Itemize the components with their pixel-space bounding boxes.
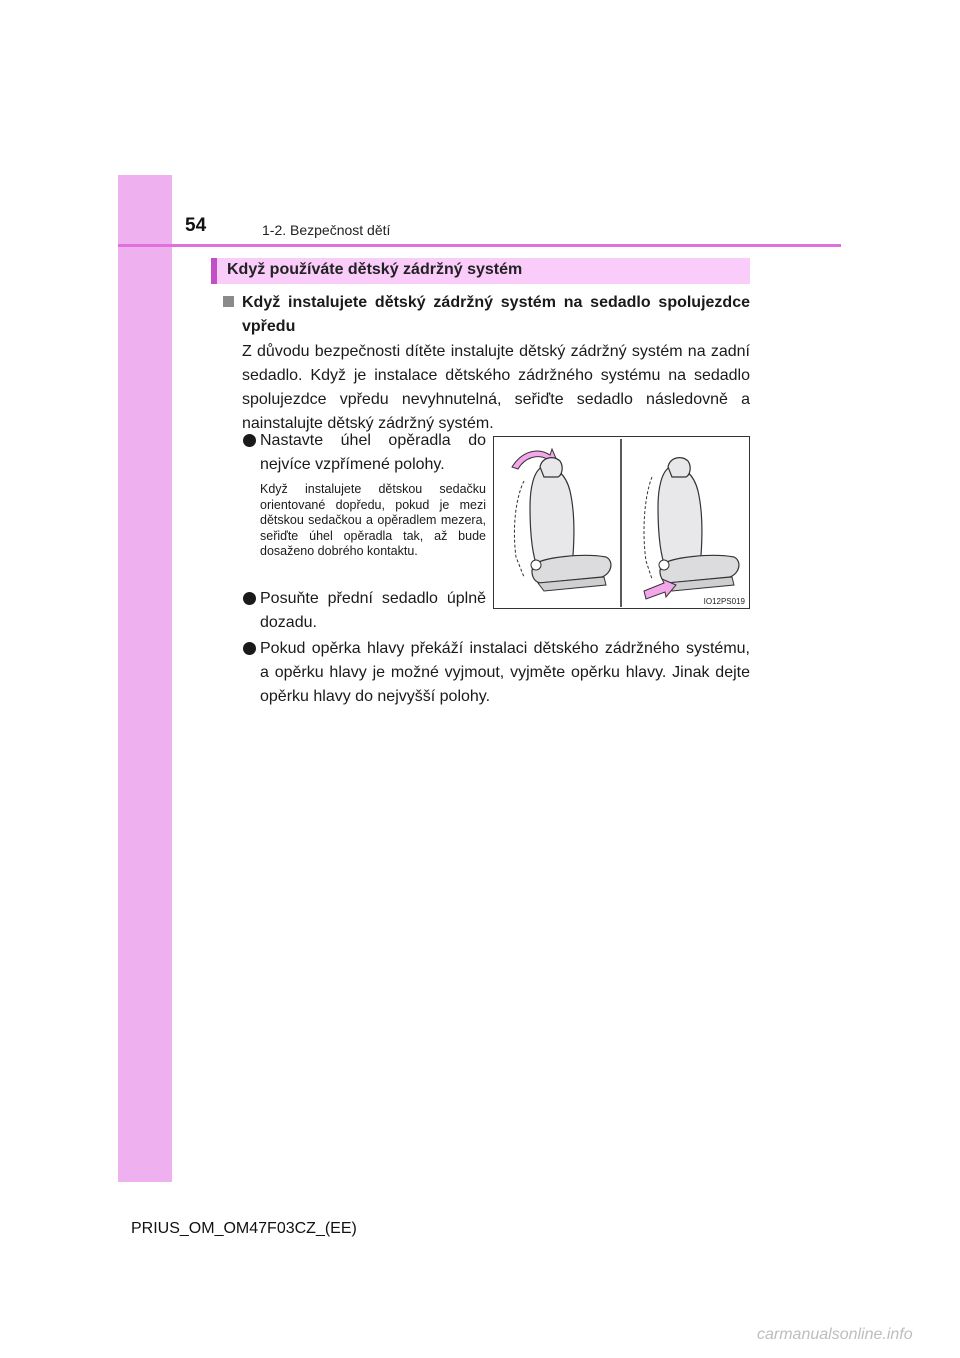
square-bullet-icon xyxy=(223,296,234,307)
bullet-item-1: Nastavte úhel opěradla do nejvíce vzpřímené polohy. xyxy=(260,432,486,473)
section-title: 1-2. Bezpečnost dětí xyxy=(262,222,391,238)
seat-adjustment-figure xyxy=(493,436,750,609)
intro-paragraph: Z důvodu bezpečnosti dítěte instalujte dětský zádržný systém na zadní sedadlo. Když je instalace dětského zádržného systému na sedadlo spolujezdce vpředu nevyhnutelná, seřiďte sedadlo následovně a nainstalujte dětský zádržný systém. xyxy=(242,343,750,432)
figure-code: IO12PS019 xyxy=(703,597,745,606)
sub-heading: Když instalujete dětský zádržný systém na sedadlo spolujezdce vpředu xyxy=(242,294,750,335)
bullet-item-3: Pokud opěrka hlavy překáží instalaci dětského zádržného systému, a opěrku hlavy je možné vyjmout, vyjměte opěrku hlavy. Jinak dejte opěrku hlavy do nejvyšší polohy. xyxy=(260,640,750,705)
footer-code: PRIUS_OM_OM47F03CZ_(EE) xyxy=(131,1220,357,1237)
bullet-item-2: Posuňte přední sedadlo úplně dozadu. xyxy=(260,590,486,631)
section-heading-text: Když používáte dětský zádržný systém xyxy=(227,261,523,278)
section-heading xyxy=(211,258,750,284)
header-rule xyxy=(118,244,841,247)
seat-illustration xyxy=(494,437,751,610)
page-number: 54 xyxy=(185,215,207,236)
bullet-dot-icon xyxy=(243,434,256,447)
note-text: Když instalujete dětskou sedačku orientované dopředu, pokud je mezi dětskou sedačkou a opěradlem mezera, seřiďte úhel opěradla tak, až bude dosaženo dobrého kontaktu. xyxy=(260,482,486,559)
bullet-dot-icon xyxy=(243,592,256,605)
side-tab xyxy=(118,175,172,1182)
bullet-dot-icon xyxy=(243,642,256,655)
watermark: carmanualsonline.info xyxy=(757,1326,913,1343)
